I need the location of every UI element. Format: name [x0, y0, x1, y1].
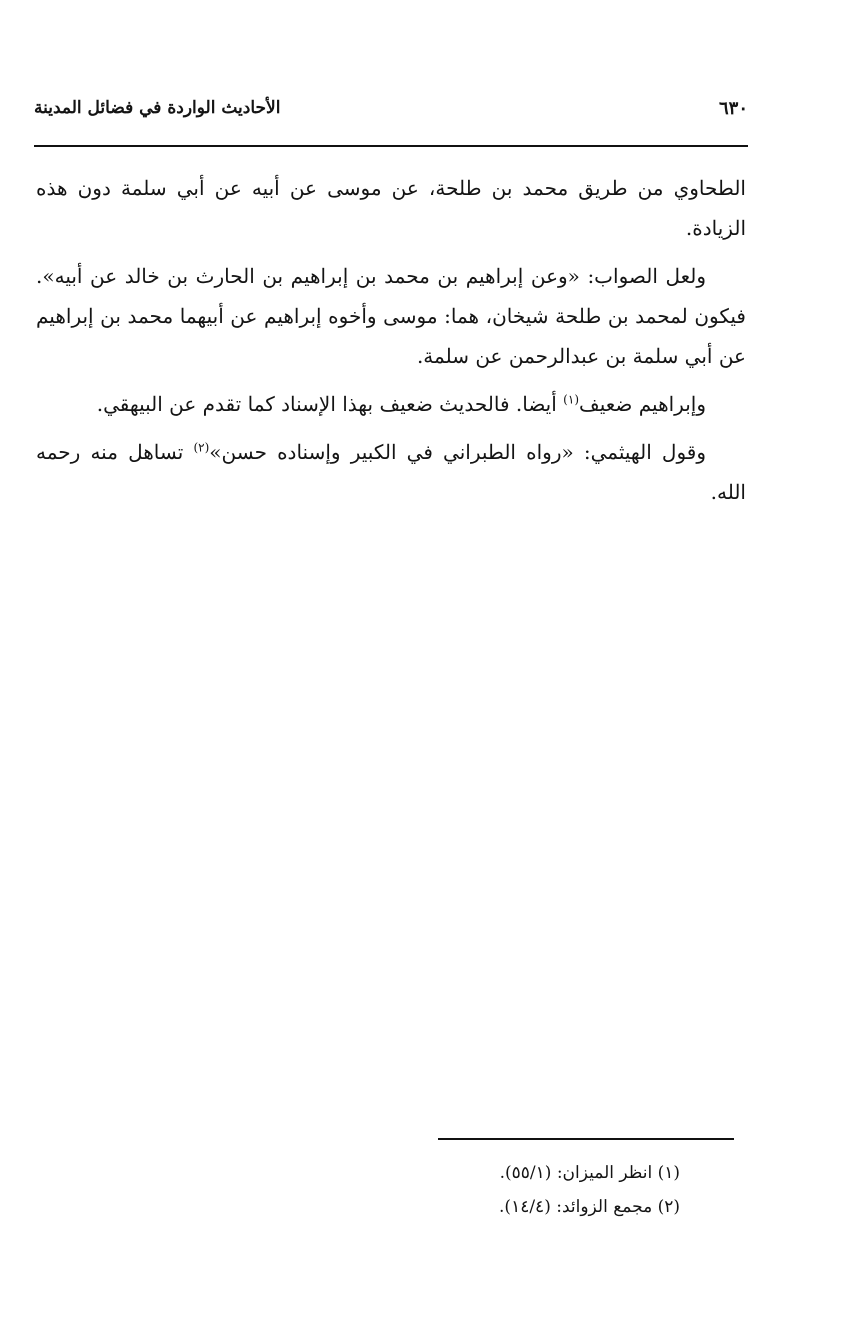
footnote-rule [438, 1138, 734, 1140]
paragraph-3-text-b: أيضا. فالحديث ضعيف بهذا الإسناد كما تقدم عن البيهقي. [96, 392, 564, 416]
footnote-1: (١) انظر الميزان: (٥٥/١). [499, 1163, 680, 1183]
paragraph-1: الطحاوي من طريق محمد بن طلحة، عن موسى عن أبيه عن أبي سلمة دون هذه الزيادة. [36, 176, 746, 240]
page-number: ٦٣٠ [718, 98, 748, 119]
footnote-2: (٢) مجمع الزوائد: (١٤/٤). [499, 1197, 680, 1217]
paragraph-4-text-a: وقول الهيثمي: «رواه الطبراني في الكبير وإسناده حسن» [209, 440, 707, 464]
body-text [36, 168, 746, 520]
page-header [34, 96, 748, 126]
paragraph-3 [36, 384, 746, 424]
paragraph-4-text-b: تساهل منه رحمه الله. [36, 440, 746, 504]
running-title: الأحاديث الواردة في فضائل المدينة [34, 98, 281, 118]
header-rule [34, 145, 748, 147]
paragraph-3-text-a: وإبراهيم ضعيف [579, 392, 706, 416]
footnote-ref-1: (١) [563, 392, 579, 407]
footnotes [300, 1156, 680, 1224]
paragraph-2: ولعل الصواب: «وعن إبراهيم بن محمد بن إبراهيم بن الحارث بن خالد عن أبيه». فيكون لمحمد بن طلحة شيخان، هما: موسى وأخوه إبراهيم عن أبيهما محمد بن إبراهيم عن أبي سلمة بن عبدالرحمن عن سلمة. [36, 264, 746, 368]
paragraph-4 [36, 432, 746, 512]
footnote-ref-2: (٢) [193, 440, 210, 455]
